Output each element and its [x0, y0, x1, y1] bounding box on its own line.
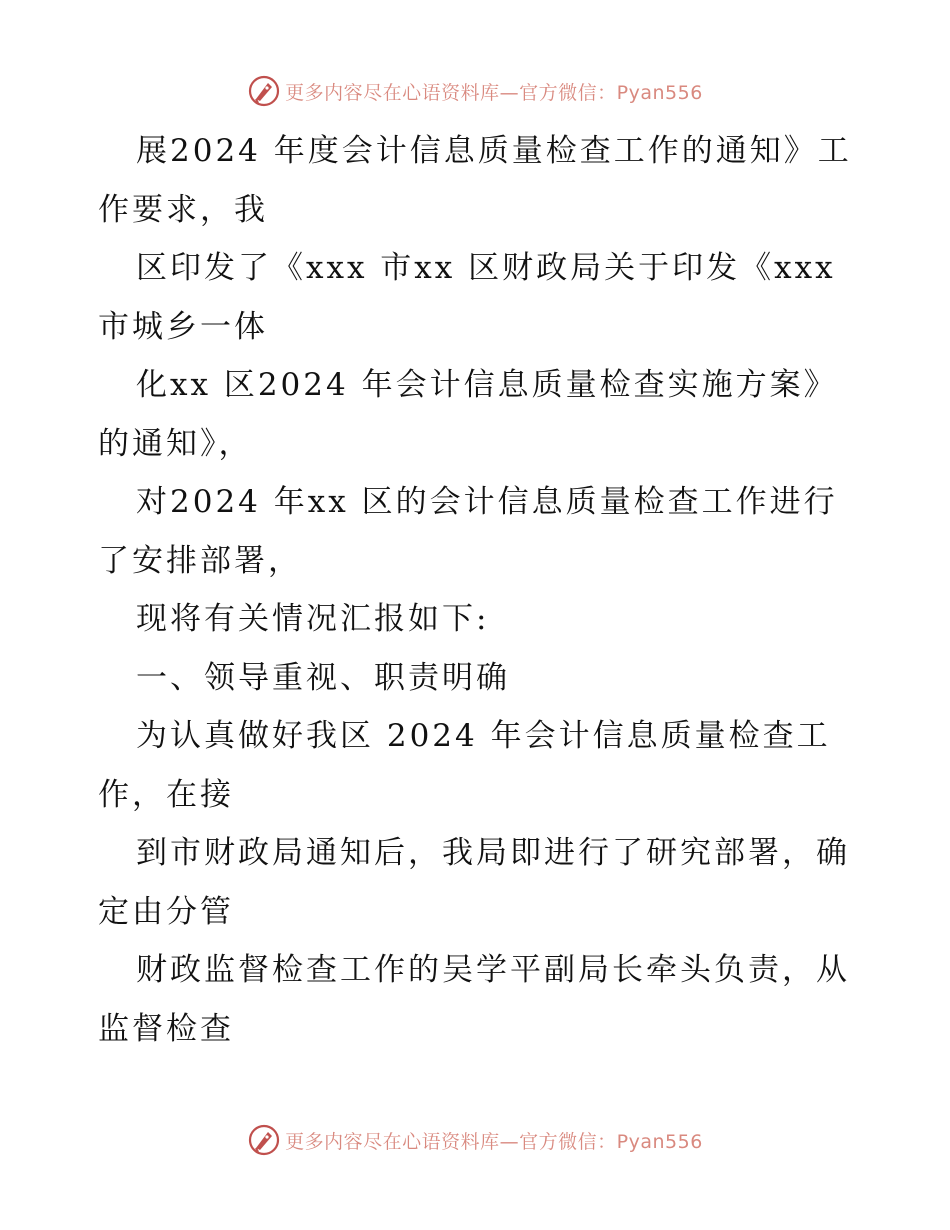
text-line: 区印发了《xxx 市xx 区财政局关于印发《xxx	[136, 250, 836, 286]
section-heading: 一、领导重视、职责明确	[136, 659, 510, 696]
text-line: 财政监督检查工作的吴学平副局长牵头负责，从	[136, 952, 850, 988]
text-line: 的通知》，	[98, 425, 253, 462]
text-line: 了安排部署，	[98, 542, 302, 579]
pen-nib-logo-icon	[247, 1123, 281, 1157]
header-watermark-banner	[0, 69, 950, 113]
watermark-text: 更多内容尽在心语资料库—官方微信：Pyan556	[285, 1130, 703, 1153]
text-line: 现将有关情况汇报如下:	[136, 601, 490, 637]
text-line: 化xx 区2024 年会计信息质量检查实施方案》	[136, 367, 838, 403]
text-line: 对2024 年xx 区的会计信息质量检查工作进行	[136, 484, 838, 520]
pen-nib-logo-icon	[247, 74, 281, 108]
text-line: 市城乡一体	[98, 308, 268, 345]
text-line: 到市财政局通知后，我局即进行了研究部署，确	[136, 835, 850, 871]
text-line: 展2024 年度会计信息质量检查工作的通知》工	[136, 133, 852, 169]
text-line: 作要求，我	[98, 191, 268, 228]
text-line: 为认真做好我区 2024 年会计信息质量检查工	[136, 718, 831, 754]
footer-watermark-banner	[0, 1118, 950, 1162]
text-line: 定由分管	[98, 893, 234, 930]
text-line: 监督检查	[98, 1010, 234, 1047]
watermark-text: 更多内容尽在心语资料库—官方微信：Pyan556	[285, 81, 703, 104]
document-body	[98, 122, 858, 1058]
text-line: 作，在接	[98, 776, 234, 813]
